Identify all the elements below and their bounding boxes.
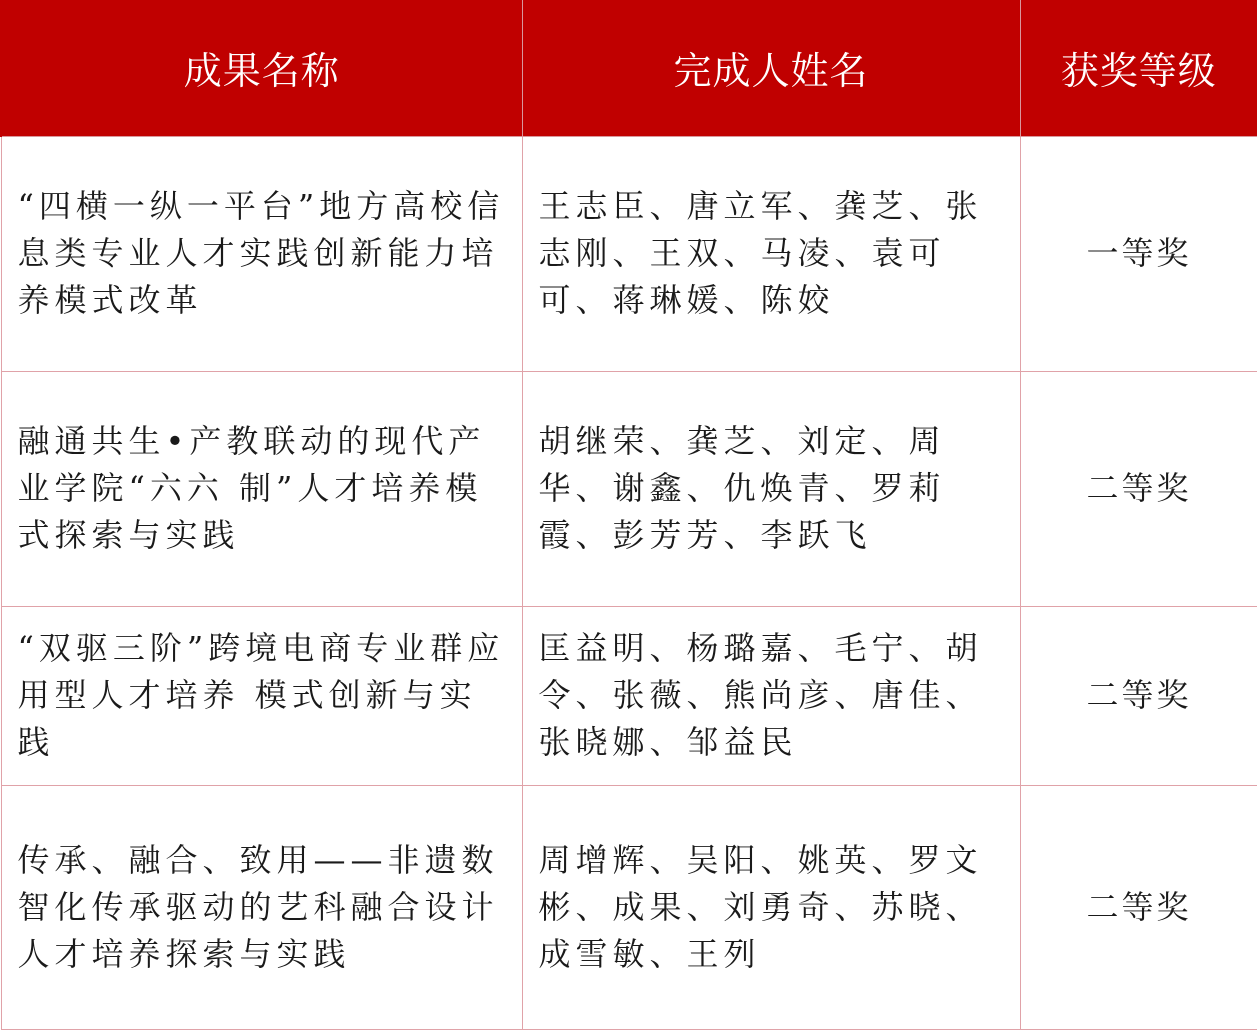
completer-names-cell: 匡益明、杨璐嘉、毛宁、胡令、张薇、熊尚彦、唐佳、张晓娜、邹益民 (522, 606, 1020, 785)
table-row (1, 606, 1257, 785)
award-level-cell: 二等奖 (1020, 371, 1257, 606)
table-header (1, 0, 1257, 136)
table-row (1, 785, 1257, 1029)
completer-names-cell: 胡继荣、龚芝、刘定、周华、谢鑫、仇焕青、罗莉霞、彭芳芳、李跃飞 (522, 371, 1020, 606)
header-achievement-name: 成果名称 (1, 0, 522, 136)
header-row (1, 0, 1257, 136)
header-award-level: 获奖等级 (1020, 0, 1257, 136)
table-body (1, 136, 1257, 1029)
completer-names-cell: 王志臣、唐立军、龚芝、张志刚、王双、马凌、袁可可、蒋琳媛、陈姣 (522, 136, 1020, 371)
completer-names-cell: 周增辉、吴阳、姚英、罗文彬、成果、刘勇奇、苏晓、成雪敏、王列 (522, 785, 1020, 1029)
table-row (1, 371, 1257, 606)
achievement-title-cell: “四横一纵一平台”地方高校信息类专业人才实践创新能力培养模式改革 (1, 136, 522, 371)
achievement-title-cell: 融通共生•产教联动的现代产业学院“六六 制”人才培养模式探索与实践 (1, 371, 522, 606)
achievement-title-cell: “双驱三阶”跨境电商专业群应用型人才培养 模式创新与实践 (1, 606, 522, 785)
header-completer-names: 完成人姓名 (522, 0, 1020, 136)
award-level-cell: 一等奖 (1020, 136, 1257, 371)
award-level-cell: 二等奖 (1020, 606, 1257, 785)
award-level-cell: 二等奖 (1020, 785, 1257, 1029)
achievement-title-cell: 传承、融合、致用——非遗数智化传承驱动的艺科融合设计人才培养探索与实践 (1, 785, 522, 1029)
table-row (1, 136, 1257, 371)
